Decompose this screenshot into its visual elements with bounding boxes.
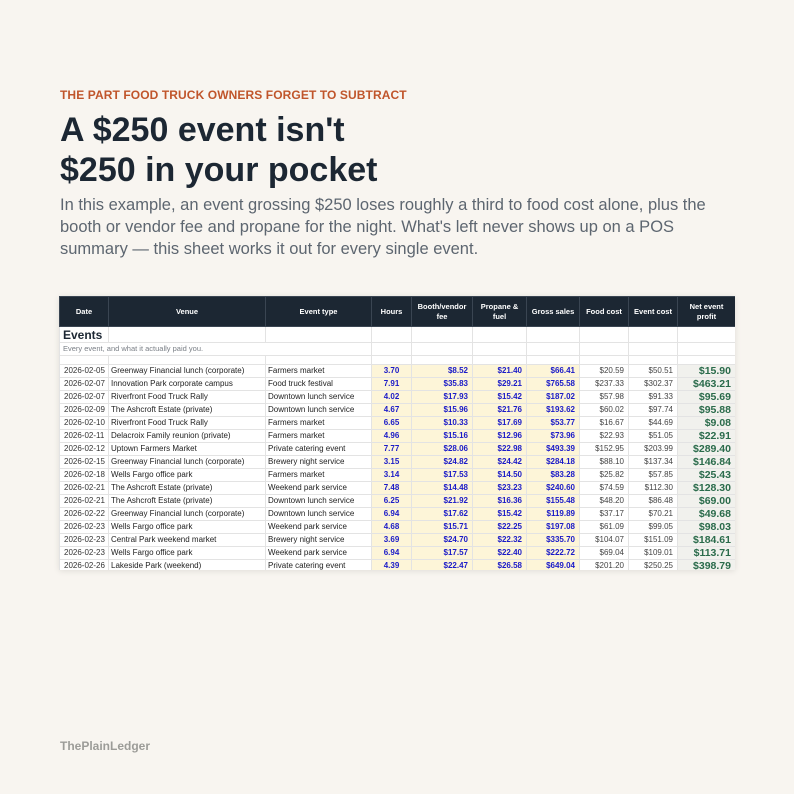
event-type-cell[interactable]: Downtown lunch service	[266, 495, 372, 508]
booth-fee-cell[interactable]: $17.57	[412, 547, 473, 560]
event-cost-cell[interactable]: $50.51	[629, 365, 678, 378]
events-table	[59, 296, 735, 570]
booth-fee-cell[interactable]: $22.47	[412, 560, 473, 571]
event-cost-cell[interactable]: $203.99	[629, 443, 678, 456]
food-cost-cell[interactable]: $22.93	[580, 430, 629, 443]
table-row	[60, 456, 736, 469]
venue-cell[interactable]: Greenway Financial lunch (corporate)	[109, 365, 266, 378]
food-cost-cell[interactable]: $16.67	[580, 417, 629, 430]
event-cost-cell[interactable]: $151.09	[629, 534, 678, 547]
gross-sales-cell[interactable]: $240.60	[527, 482, 580, 495]
net-profit-cell[interactable]: $128.30	[678, 482, 736, 495]
food-cost-cell[interactable]: $152.95	[580, 443, 629, 456]
net-profit-cell[interactable]: $289.40	[678, 443, 736, 456]
hours-cell[interactable]: 3.15	[372, 456, 412, 469]
food-cost-cell[interactable]: $88.10	[580, 456, 629, 469]
table-row	[60, 560, 736, 571]
propane-fuel-cell[interactable]: $23.23	[473, 482, 527, 495]
col-propane-fuel-header[interactable]: Propane & fuel	[473, 297, 527, 327]
col-booth-fee-header[interactable]: Booth/vendor fee	[412, 297, 473, 327]
table-body	[60, 365, 736, 571]
hours-cell[interactable]: 6.25	[372, 495, 412, 508]
hours-cell[interactable]: 6.65	[372, 417, 412, 430]
propane-fuel-cell[interactable]: $12.96	[473, 430, 527, 443]
gross-sales-cell[interactable]: $193.62	[527, 404, 580, 417]
table-row	[60, 404, 736, 417]
propane-fuel-cell[interactable]: $17.69	[473, 417, 527, 430]
hours-cell[interactable]: 4.67	[372, 404, 412, 417]
net-profit-cell[interactable]: $95.69	[678, 391, 736, 404]
gross-sales-cell[interactable]: $222.72	[527, 547, 580, 560]
venue-cell[interactable]: Wells Fargo office park	[109, 469, 266, 482]
venue-cell[interactable]: Greenway Financial lunch (corporate)	[109, 508, 266, 521]
sheet-subtitle-row	[60, 343, 736, 356]
event-type-cell[interactable]: Farmers market	[266, 417, 372, 430]
col-venue-header[interactable]: Venue	[109, 297, 266, 327]
event-cost-cell[interactable]: $70.21	[629, 508, 678, 521]
event-type-cell[interactable]: Food truck festival	[266, 378, 372, 391]
event-type-cell[interactable]: Weekend park service	[266, 547, 372, 560]
sheet-title-row	[60, 327, 736, 343]
food-cost-cell[interactable]: $20.59	[580, 365, 629, 378]
table-row	[60, 391, 736, 404]
table-row	[60, 469, 736, 482]
date-cell[interactable]: 2026-02-09	[60, 404, 109, 417]
venue-cell[interactable]: The Ashcroft Estate (private)	[109, 482, 266, 495]
food-cost-cell[interactable]: $201.20	[580, 560, 629, 571]
net-profit-cell[interactable]: $463.21	[678, 378, 736, 391]
table-row	[60, 443, 736, 456]
food-cost-cell[interactable]: $74.59	[580, 482, 629, 495]
propane-fuel-cell[interactable]: $14.50	[473, 469, 527, 482]
col-hours-header[interactable]: Hours	[372, 297, 412, 327]
date-cell[interactable]: 2026-02-23	[60, 521, 109, 534]
gross-sales-cell[interactable]: $284.18	[527, 456, 580, 469]
propane-fuel-cell[interactable]: $26.58	[473, 560, 527, 571]
propane-fuel-cell[interactable]: $15.42	[473, 508, 527, 521]
hours-cell[interactable]: 3.14	[372, 469, 412, 482]
eyebrow-label: THE PART FOOD TRUCK OWNERS FORGET TO SUBTRACT	[60, 88, 407, 102]
booth-fee-cell[interactable]: $10.33	[412, 417, 473, 430]
hours-cell[interactable]: 6.94	[372, 547, 412, 560]
net-profit-cell[interactable]: $69.00	[678, 495, 736, 508]
gross-sales-cell[interactable]: $197.08	[527, 521, 580, 534]
net-profit-cell[interactable]: $49.68	[678, 508, 736, 521]
gross-sales-cell[interactable]: $73.96	[527, 430, 580, 443]
col-food-cost-header[interactable]: Food cost	[580, 297, 629, 327]
date-cell[interactable]: 2026-02-18	[60, 469, 109, 482]
gross-sales-cell[interactable]: $493.39	[527, 443, 580, 456]
gross-sales-cell[interactable]: $187.02	[527, 391, 580, 404]
sheet-title[interactable]: Events	[60, 327, 109, 343]
blank-row	[60, 356, 736, 365]
spreadsheet	[59, 296, 735, 570]
intro-paragraph: In this example, an event grossing $250 loses roughly a third to food cost alone, plus the booth or vendor fee and propane for the night. What's left never shows up on a POS summary — this sheet works it out for every single event.	[60, 196, 706, 258]
net-profit-cell[interactable]: $25.43	[678, 469, 736, 482]
date-cell[interactable]: 2026-02-23	[60, 534, 109, 547]
event-type-cell[interactable]: Private catering event	[266, 443, 372, 456]
venue-cell[interactable]: Riverfront Food Truck Rally	[109, 417, 266, 430]
event-type-cell[interactable]: Weekend park service	[266, 521, 372, 534]
booth-fee-cell[interactable]: $8.52	[412, 365, 473, 378]
hours-cell[interactable]: 4.68	[372, 521, 412, 534]
net-profit-cell[interactable]: $398.79	[678, 560, 736, 571]
food-cost-cell[interactable]: $25.82	[580, 469, 629, 482]
date-cell[interactable]: 2026-02-21	[60, 495, 109, 508]
table-row	[60, 521, 736, 534]
date-cell[interactable]: 2026-02-10	[60, 417, 109, 430]
food-cost-cell[interactable]: $57.98	[580, 391, 629, 404]
hours-cell[interactable]: 3.69	[372, 534, 412, 547]
gross-sales-cell[interactable]: $155.48	[527, 495, 580, 508]
propane-fuel-cell[interactable]: $22.32	[473, 534, 527, 547]
hours-cell[interactable]: 4.39	[372, 560, 412, 571]
date-cell[interactable]: 2026-02-22	[60, 508, 109, 521]
event-cost-cell[interactable]: $51.05	[629, 430, 678, 443]
event-cost-cell[interactable]: $302.37	[629, 378, 678, 391]
net-profit-cell[interactable]: $95.88	[678, 404, 736, 417]
hours-cell[interactable]: 6.94	[372, 508, 412, 521]
headline-line-2: $250 in your pocket	[60, 151, 378, 189]
venue-cell[interactable]: The Ashcroft Estate (private)	[109, 495, 266, 508]
net-profit-cell[interactable]: $113.71	[678, 547, 736, 560]
table-row	[60, 495, 736, 508]
table-row	[60, 430, 736, 443]
date-cell[interactable]: 2026-02-15	[60, 456, 109, 469]
booth-fee-cell[interactable]: $21.92	[412, 495, 473, 508]
table-row	[60, 547, 736, 560]
table-row	[60, 534, 736, 547]
propane-fuel-cell[interactable]: $21.40	[473, 365, 527, 378]
venue-cell[interactable]: Greenway Financial lunch (corporate)	[109, 456, 266, 469]
date-cell[interactable]: 2026-02-21	[60, 482, 109, 495]
venue-cell[interactable]: Lakeside Park (weekend)	[109, 560, 266, 571]
booth-fee-cell[interactable]: $15.71	[412, 521, 473, 534]
brand-footer: ThePlainLedger	[60, 739, 151, 753]
event-cost-cell[interactable]: $57.85	[629, 469, 678, 482]
venue-cell[interactable]: The Ashcroft Estate (private)	[109, 404, 266, 417]
propane-fuel-cell[interactable]: $22.25	[473, 521, 527, 534]
food-cost-cell[interactable]: $104.07	[580, 534, 629, 547]
gross-sales-cell[interactable]: $649.04	[527, 560, 580, 571]
hours-cell[interactable]: 4.96	[372, 430, 412, 443]
date-cell[interactable]: 2026-02-12	[60, 443, 109, 456]
venue-cell[interactable]: Delacroix Family reunion (private)	[109, 430, 266, 443]
col-event-cost-header[interactable]: Event cost	[629, 297, 678, 327]
event-cost-cell[interactable]: $112.30	[629, 482, 678, 495]
date-cell[interactable]: 2026-02-23	[60, 547, 109, 560]
event-type-cell[interactable]: Farmers market	[266, 430, 372, 443]
booth-fee-cell[interactable]: $24.82	[412, 456, 473, 469]
sheet-subtitle[interactable]: Every event, and what it actually paid you.	[60, 343, 372, 356]
table-row	[60, 482, 736, 495]
propane-fuel-cell[interactable]: $22.40	[473, 547, 527, 560]
food-cost-cell[interactable]: $60.02	[580, 404, 629, 417]
col-date-header[interactable]: Date	[60, 297, 109, 327]
propane-fuel-cell[interactable]: $22.98	[473, 443, 527, 456]
col-gross-sales-header[interactable]: Gross sales	[527, 297, 580, 327]
booth-fee-cell[interactable]: $14.48	[412, 482, 473, 495]
propane-fuel-cell[interactable]: $16.36	[473, 495, 527, 508]
food-cost-cell[interactable]: $48.20	[580, 495, 629, 508]
venue-cell[interactable]: Wells Fargo office park	[109, 547, 266, 560]
booth-fee-cell[interactable]: $15.16	[412, 430, 473, 443]
gross-sales-cell[interactable]: $53.77	[527, 417, 580, 430]
event-type-cell[interactable]: Brewery night service	[266, 456, 372, 469]
propane-fuel-cell[interactable]: $24.42	[473, 456, 527, 469]
net-profit-cell[interactable]: $184.61	[678, 534, 736, 547]
gross-sales-cell[interactable]: $66.41	[527, 365, 580, 378]
event-type-cell[interactable]: Downtown lunch service	[266, 404, 372, 417]
table-row	[60, 365, 736, 378]
venue-cell[interactable]: Central Park weekend market	[109, 534, 266, 547]
hours-cell[interactable]: 7.48	[372, 482, 412, 495]
venue-cell[interactable]: Riverfront Food Truck Rally	[109, 391, 266, 404]
headline-line-1: A $250 event isn't	[60, 111, 345, 149]
hours-cell[interactable]: 7.91	[372, 378, 412, 391]
gross-sales-cell[interactable]: $335.70	[527, 534, 580, 547]
net-profit-cell[interactable]: $146.84	[678, 456, 736, 469]
event-cost-cell[interactable]: $99.05	[629, 521, 678, 534]
event-type-cell[interactable]: Brewery night service	[266, 534, 372, 547]
event-type-cell[interactable]: Downtown lunch service	[266, 508, 372, 521]
net-profit-cell[interactable]: $22.91	[678, 430, 736, 443]
gross-sales-cell[interactable]: $765.58	[527, 378, 580, 391]
event-type-cell[interactable]: Farmers market	[266, 365, 372, 378]
col-net-profit-header[interactable]: Net event profit	[678, 297, 736, 327]
table-row	[60, 417, 736, 430]
table-row	[60, 508, 736, 521]
food-cost-cell[interactable]: $69.04	[580, 547, 629, 560]
event-cost-cell[interactable]: $97.74	[629, 404, 678, 417]
event-cost-cell[interactable]: $137.34	[629, 456, 678, 469]
gross-sales-cell[interactable]: $83.28	[527, 469, 580, 482]
gross-sales-cell[interactable]: $119.89	[527, 508, 580, 521]
hours-cell[interactable]: 3.70	[372, 365, 412, 378]
event-type-cell[interactable]: Downtown lunch service	[266, 391, 372, 404]
event-type-cell[interactable]: Farmers market	[266, 469, 372, 482]
booth-fee-cell[interactable]: $17.62	[412, 508, 473, 521]
event-cost-cell[interactable]: $91.33	[629, 391, 678, 404]
event-type-cell[interactable]: Weekend park service	[266, 482, 372, 495]
propane-fuel-cell[interactable]: $29.21	[473, 378, 527, 391]
net-profit-cell[interactable]: $15.90	[678, 365, 736, 378]
food-cost-cell[interactable]: $61.09	[580, 521, 629, 534]
booth-fee-cell[interactable]: $35.83	[412, 378, 473, 391]
booth-fee-cell[interactable]: $17.53	[412, 469, 473, 482]
hours-cell[interactable]: 4.02	[372, 391, 412, 404]
table-row	[60, 378, 736, 391]
date-cell[interactable]: 2026-02-11	[60, 430, 109, 443]
page-headline	[60, 110, 377, 190]
event-cost-cell[interactable]: $250.25	[629, 560, 678, 571]
event-type-cell[interactable]: Private catering event	[266, 560, 372, 571]
booth-fee-cell[interactable]: $28.06	[412, 443, 473, 456]
date-cell[interactable]: 2026-02-07	[60, 378, 109, 391]
event-cost-cell[interactable]: $109.01	[629, 547, 678, 560]
date-cell[interactable]: 2026-02-07	[60, 391, 109, 404]
venue-cell[interactable]: Innovation Park corporate campus	[109, 378, 266, 391]
venue-cell[interactable]: Wells Fargo office park	[109, 521, 266, 534]
food-cost-cell[interactable]: $237.33	[580, 378, 629, 391]
propane-fuel-cell[interactable]: $21.76	[473, 404, 527, 417]
net-profit-cell[interactable]: $98.03	[678, 521, 736, 534]
booth-fee-cell[interactable]: $24.70	[412, 534, 473, 547]
food-cost-cell[interactable]: $37.17	[580, 508, 629, 521]
booth-fee-cell[interactable]: $15.96	[412, 404, 473, 417]
event-cost-cell[interactable]: $44.69	[629, 417, 678, 430]
net-profit-cell[interactable]: $9.08	[678, 417, 736, 430]
venue-cell[interactable]: Uptown Farmers Market	[109, 443, 266, 456]
col-event-type-header[interactable]: Event type	[266, 297, 372, 327]
date-cell[interactable]: 2026-02-05	[60, 365, 109, 378]
table-header-row	[60, 297, 736, 327]
event-cost-cell[interactable]: $86.48	[629, 495, 678, 508]
hours-cell[interactable]: 7.77	[372, 443, 412, 456]
date-cell[interactable]: 2026-02-26	[60, 560, 109, 571]
propane-fuel-cell[interactable]: $15.42	[473, 391, 527, 404]
booth-fee-cell[interactable]: $17.93	[412, 391, 473, 404]
